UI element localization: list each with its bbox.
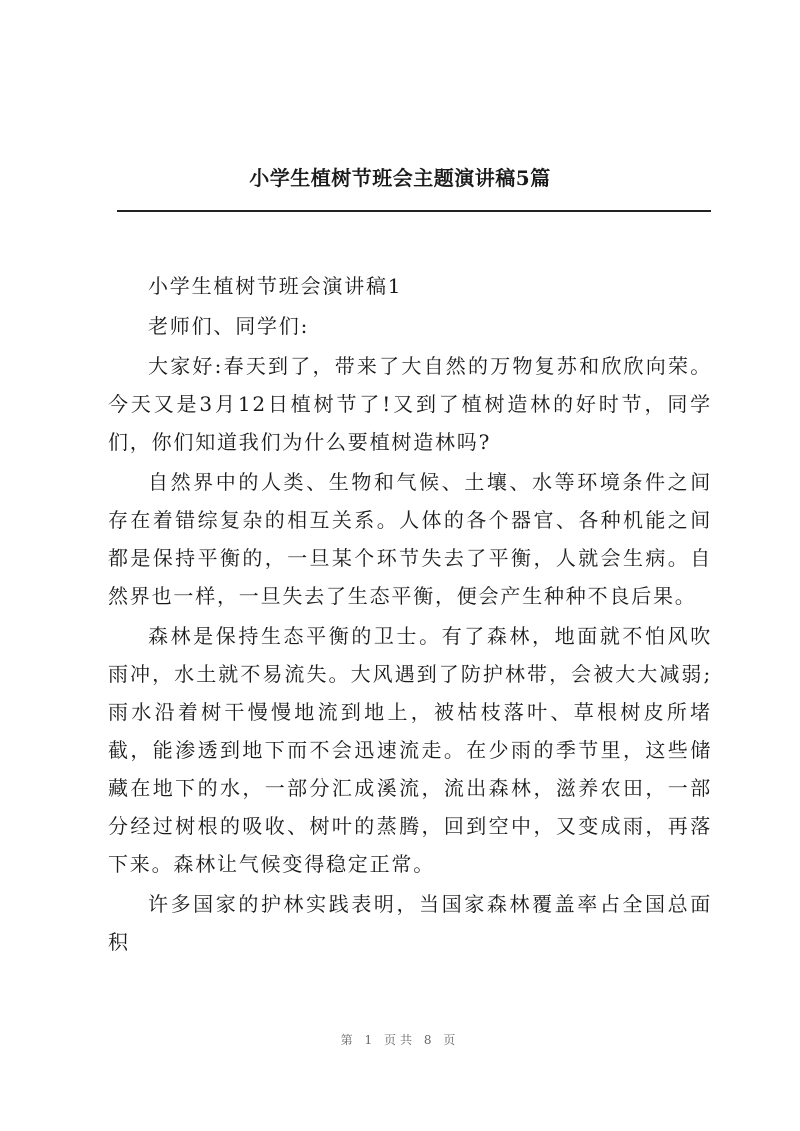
page-footer (0, 1031, 800, 1048)
paragraph-practice: 许多国家的护林实践表明，当国家森林覆盖率占全国总面积 (108, 892, 712, 954)
title-divider (117, 210, 711, 212)
paragraph-forest: 森林是保持生态平衡的卫士。有了森林，地面就不怕风吹雨冲，水土就不易流失。大风遇到了防护林带，会被大大减弱;雨水沿着树干慢慢地流到地上，被枯枝落叶、草根树皮所堵截，能渗透到地下而不会迅速流走。在少雨的季节里，这些储藏在地下的水，一部分汇成溪流，流出森林，滋养农田，一部分经过树根的吸收、树叶的蒸腾，回到空中，又变成雨，再落下来。森林让气候变得稳定正常。 (108, 624, 712, 876)
footer-middle: 页共 (383, 1033, 416, 1047)
footer-total-pages: 8 (423, 1033, 436, 1047)
paragraph-greeting: 大家好:春天到了，带来了大自然的万物复苏和欣欣向荣。今天又是3月12日植树节了!又到了植树造林的好时节，同学们，你们知道我们为什么要植树造林吗? (108, 354, 712, 454)
footer-current-page: 1 (364, 1033, 377, 1047)
paragraph-heading: 小学生植树节班会演讲稿1 (148, 274, 403, 298)
document-title: 小学生植树节班会主题演讲稿5篇 (249, 166, 551, 190)
document-body (108, 267, 712, 961)
paragraph-salutation: 老师们、同学们: (148, 314, 310, 338)
paragraph-ecology: 自然界中的人类、生物和气候、土壤、水等环境条件之间存在着错综复杂的相互关系。人体的各个器官、各种机能之间都是保持平衡的，一旦某个环节失去了平衡，人就会生病。自然界也一样，一旦失去了生态平衡，便会产生种种不良后果。 (108, 470, 712, 608)
footer-suffix: 页 (443, 1033, 460, 1047)
footer-prefix: 第 (340, 1033, 357, 1047)
